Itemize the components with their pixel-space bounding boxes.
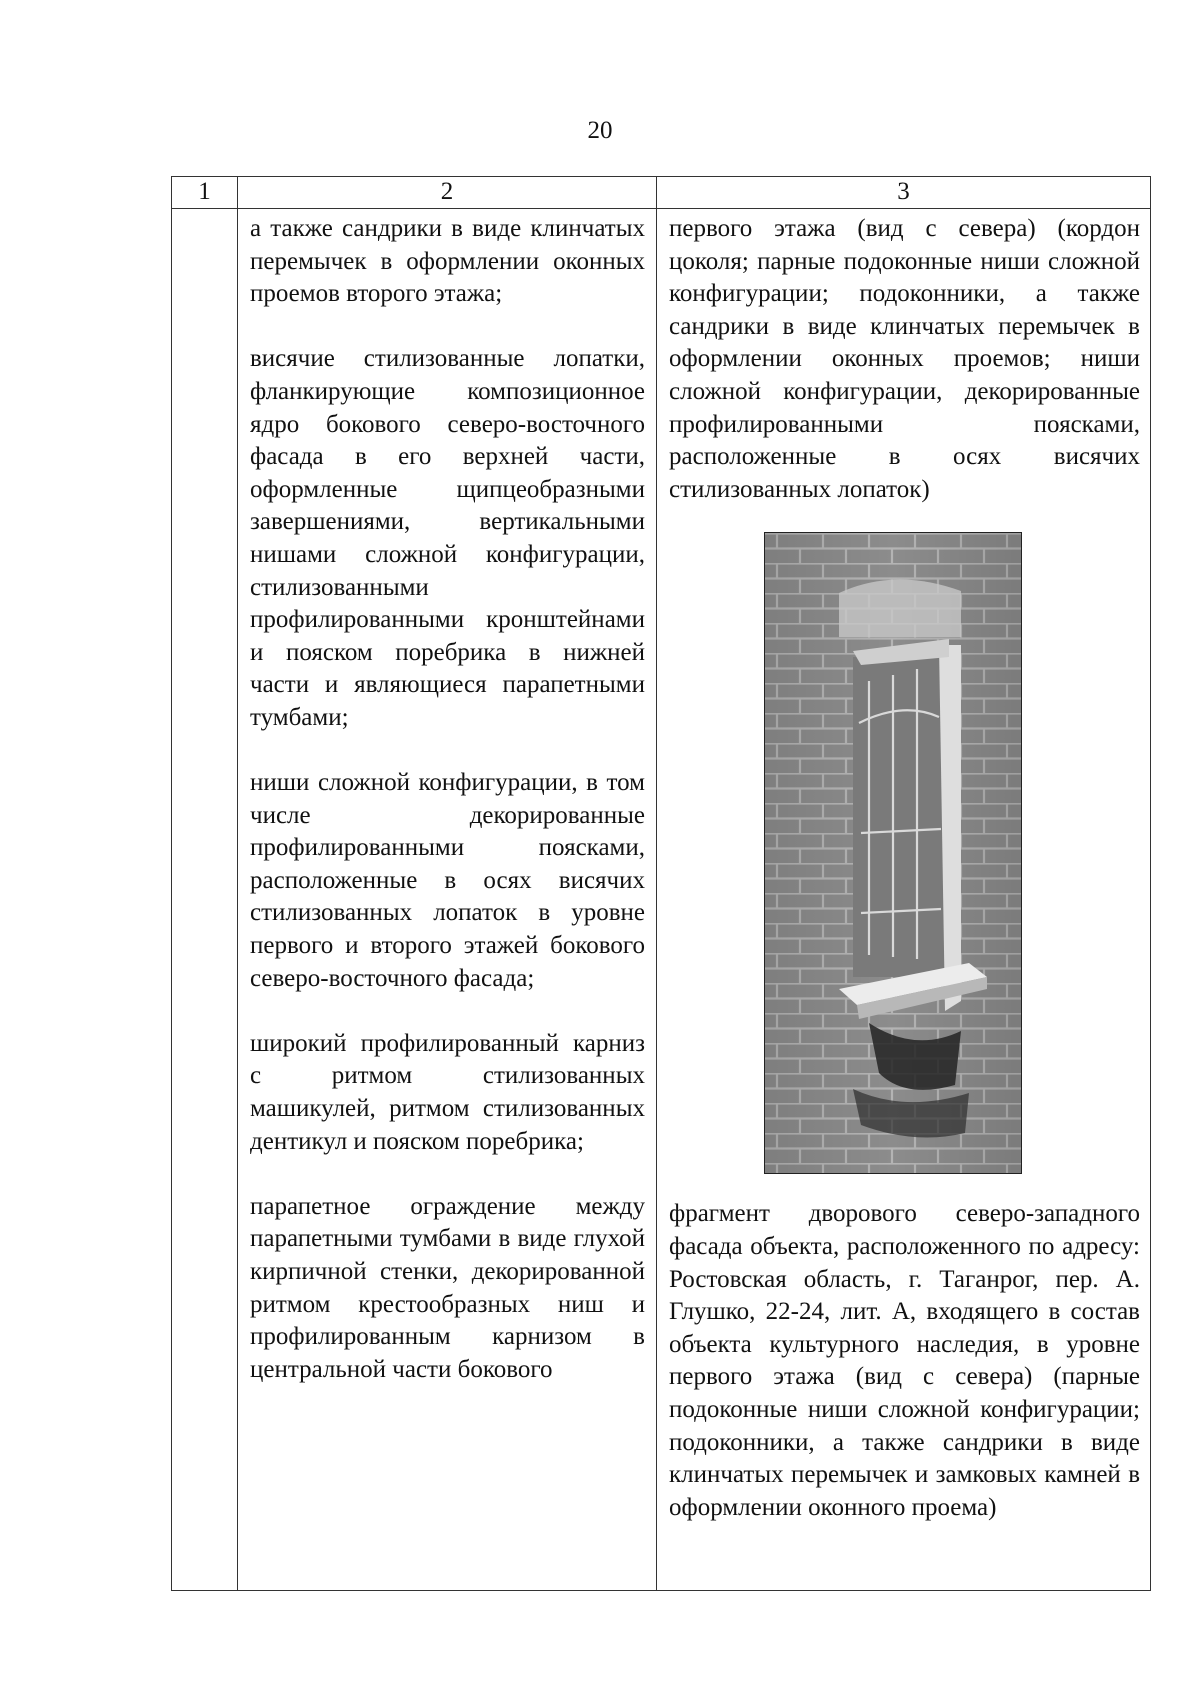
table-row (172, 209, 1151, 1591)
facade-window-photo (764, 532, 1022, 1174)
description-paragraph: ниши сложной конфигурации, в том числе декорированные профилированными поясками, расположенные в осях висячих стилизованных лопаток в уровне первого и второго этажей бокового северо-восточного фасада; (250, 769, 645, 992)
page-number: 20 (587, 117, 613, 144)
table-header-row (172, 177, 1151, 209)
description-paragraph: широкий профилированный карниз с ритмом стилизованных машикулей, ритмом стилизованных дентикул и пояском поребрика; (250, 1029, 645, 1155)
header-col-2: 2 (238, 177, 657, 209)
header-col-1: 1 (172, 177, 238, 209)
illustration-top-text: первого этажа (вид с севера) (кордон цоколя; парные подоконные ниши сложной конфигурации; подоконники, а также сандрики в виде клинчатых перемычек в оформлении оконных проемов; ниши сложной конфигурации, декорированные профилированными поясками, расположенные в осях висячих стилизованных лопаток) (669, 215, 1140, 503)
content-table (171, 176, 1151, 1591)
illustration-caption: фрагмент дворового северо-западного фасада объекта, расположенного по адресу: Ростовская область, г. Таганрог, пер. А. Глушко, 22-24, лит. А, входящего в состав объекта культурного наследия, в уровне первого этажа (вид с севера) (парные подоконные ниши сложной конфигурации; подоконники, а также сандрики в виде клинчатых перемычек и замковых камней в оформлении оконного проема) (669, 1200, 1140, 1521)
description-cell (238, 209, 657, 1591)
row-number-cell (172, 209, 238, 1591)
illustration-cell (657, 209, 1151, 1591)
description-paragraph: парапетное ограждение между парапетными тумбами в виде глухой кирпичной стенки, декорированной ритмом крестообразных ниш и профилированным карнизом в центральной части бокового (250, 1192, 645, 1383)
description-paragraph: а также сандрики в виде клинчатых перемычек в оформлении оконных проемов второго этажа; (250, 215, 645, 308)
header-col-3: 3 (657, 177, 1151, 209)
description-paragraph: висячие стилизованные лопатки, фланкирующие композиционное ядро бокового северо-восточного фасада в его верхней части, оформленные щипцеобразными завершениями, вертикальными нишами сложной конфигурации, стилизованными профилированными кронштейнами и пояском поребрика в нижней части и являющиеся парапетными тумбами; (250, 345, 645, 731)
